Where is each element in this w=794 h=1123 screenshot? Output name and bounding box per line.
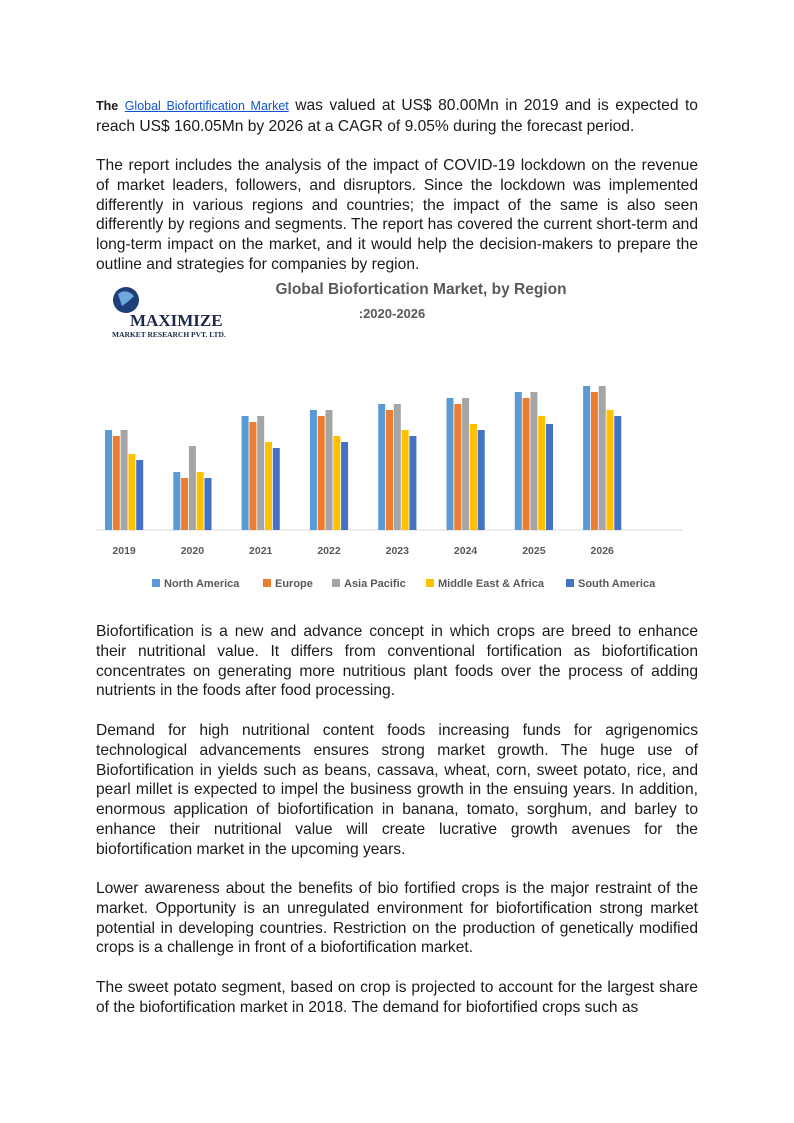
bar-south-america-2019: [136, 460, 143, 530]
bar-middle-east-africa-2024: [470, 424, 477, 530]
bar-south-america-2025: [546, 424, 553, 530]
bar-middle-east-africa-2019: [128, 454, 135, 530]
bar-middle-east-africa-2021: [265, 442, 272, 530]
x-tick-2023: 2023: [385, 545, 409, 557]
bar-europe-2025: [523, 398, 530, 530]
legend-label-asia-pacific: Asia Pacific: [344, 578, 406, 590]
bar-north-america-2024: [447, 398, 454, 530]
region-bar-chart: [96, 276, 698, 606]
bar-north-america-2019: [105, 430, 112, 530]
bar-asia-pacific-2026: [599, 386, 606, 530]
chart-title: Global Biofortication Market, by Region: [275, 281, 567, 298]
intro-lead-word: The: [96, 99, 119, 113]
bar-europe-2026: [591, 392, 598, 530]
x-tick-2026: 2026: [590, 545, 614, 557]
bar-europe-2020: [181, 478, 188, 530]
bar-south-america-2021: [273, 448, 280, 530]
bar-north-america-2025: [515, 392, 522, 530]
concept-paragraph: Biofortification is a new and advance concept in which crops are breed to enhance their nutritional value. It differs from conventional fortification as biofortification concentrates on generating more nutritious plant foods over the process of adding nutrients in the foods after food processing.: [96, 623, 698, 700]
bar-middle-east-africa-2020: [197, 472, 204, 530]
bar-north-america-2023: [378, 404, 385, 530]
legend-swatch-north-america: [152, 579, 160, 587]
bar-group: [105, 386, 621, 530]
x-tick-labels: [112, 545, 614, 557]
bar-south-america-2024: [478, 430, 485, 530]
legend-label-europe: Europe: [275, 578, 313, 590]
bar-middle-east-africa-2023: [402, 430, 409, 530]
bar-middle-east-africa-2022: [333, 436, 340, 530]
bar-north-america-2021: [242, 416, 249, 530]
legend-swatch-asia-pacific: [332, 579, 340, 587]
bar-north-america-2020: [173, 472, 180, 530]
chart-subtitle: :2020-2026: [358, 306, 426, 321]
bar-south-america-2023: [409, 436, 416, 530]
x-tick-2021: 2021: [249, 545, 273, 557]
legend-swatch-europe: [263, 579, 271, 587]
legend-swatch-middle-east-africa: [426, 579, 434, 587]
intro-rest: was valued at US$ 80.00Mn in 2019 and is expected to reach US$ 160.05Mn by 2026 at a CAGR of 9.05% during the forecast period.: [96, 97, 698, 135]
x-tick-2025: 2025: [522, 545, 546, 557]
bar-asia-pacific-2021: [257, 416, 264, 530]
market-report-link[interactable]: Global Biofortification Market: [124, 99, 289, 113]
legend-label-south-america: South America: [578, 578, 656, 590]
segment-paragraph: The sweet potato segment, based on crop is projected to account for the largest share of the biofortification market in 2018. The demand for biofortified crops such as: [96, 979, 698, 1016]
restraint-paragraph: Lower awareness about the benefits of bio fortified crops is the major restraint of the market. Opportunity is an unregulated environment for biofortification strong market potential in developing countries. Restriction on the production of genetically modified crops is a challenge in front of a biofortification market.: [96, 880, 698, 957]
bar-asia-pacific-2019: [121, 430, 128, 530]
logo-name: MAXIMIZE: [130, 311, 223, 330]
x-tick-2022: 2022: [317, 545, 341, 557]
legend-label-north-america: North America: [164, 578, 240, 590]
bar-europe-2021: [249, 422, 256, 530]
intro-paragraph: [96, 96, 698, 137]
bar-europe-2022: [318, 416, 325, 530]
bar-asia-pacific-2024: [462, 398, 469, 530]
bar-north-america-2026: [583, 386, 590, 530]
bar-middle-east-africa-2026: [607, 410, 614, 530]
bar-asia-pacific-2025: [530, 392, 537, 530]
bar-asia-pacific-2022: [326, 410, 333, 530]
covid-paragraph: The report includes the analysis of the impact of COVID-19 lockdown on the revenue of market leaders, followers, and disruptors. Since the lockdown was implemented differently in various regions and countries; the impact of the same is also seen differently by regions and segments. The report has covered the current short-term and long-term impact on the market, and it would help the decision-makers to prepare the outline and strategies for companies by region.: [96, 157, 698, 273]
logo-subtitle: MARKET RESEARCH PVT. LTD.: [112, 330, 226, 339]
legend-swatch-south-america: [566, 579, 574, 587]
x-tick-2024: 2024: [453, 545, 478, 557]
bar-europe-2019: [113, 436, 120, 530]
bar-europe-2024: [454, 404, 461, 530]
x-tick-2019: 2019: [112, 545, 136, 557]
bar-north-america-2022: [310, 410, 317, 530]
demand-paragraph: Demand for high nutritional content foods increasing funds for agrigenomics technological advancements ensures strong market growth. The huge use of Biofortification in yields such as beans, cassava, wheat, corn, sweet potato, rice, and pearl millet is expected to impel the business growth in the ensuing years. In addition, enormous application of biofortification in banana, tomato, sorghum, and barley to enhance their nutritional value will create lucrative growth avenues for the biofortification market in the upcoming years.: [96, 722, 698, 858]
maximize-logo: [112, 287, 226, 339]
chart-legend: [152, 578, 656, 590]
legend-label-middle-east-africa: Middle East & Africa: [438, 578, 544, 590]
x-tick-2020: 2020: [180, 545, 205, 557]
bar-asia-pacific-2020: [189, 446, 196, 530]
bar-south-america-2026: [614, 416, 621, 530]
chart-canvas: [96, 276, 698, 606]
bar-middle-east-africa-2025: [538, 416, 545, 530]
bar-asia-pacific-2023: [394, 404, 401, 530]
bar-south-america-2020: [205, 478, 212, 530]
bar-south-america-2022: [341, 442, 348, 530]
bar-europe-2023: [386, 410, 393, 530]
